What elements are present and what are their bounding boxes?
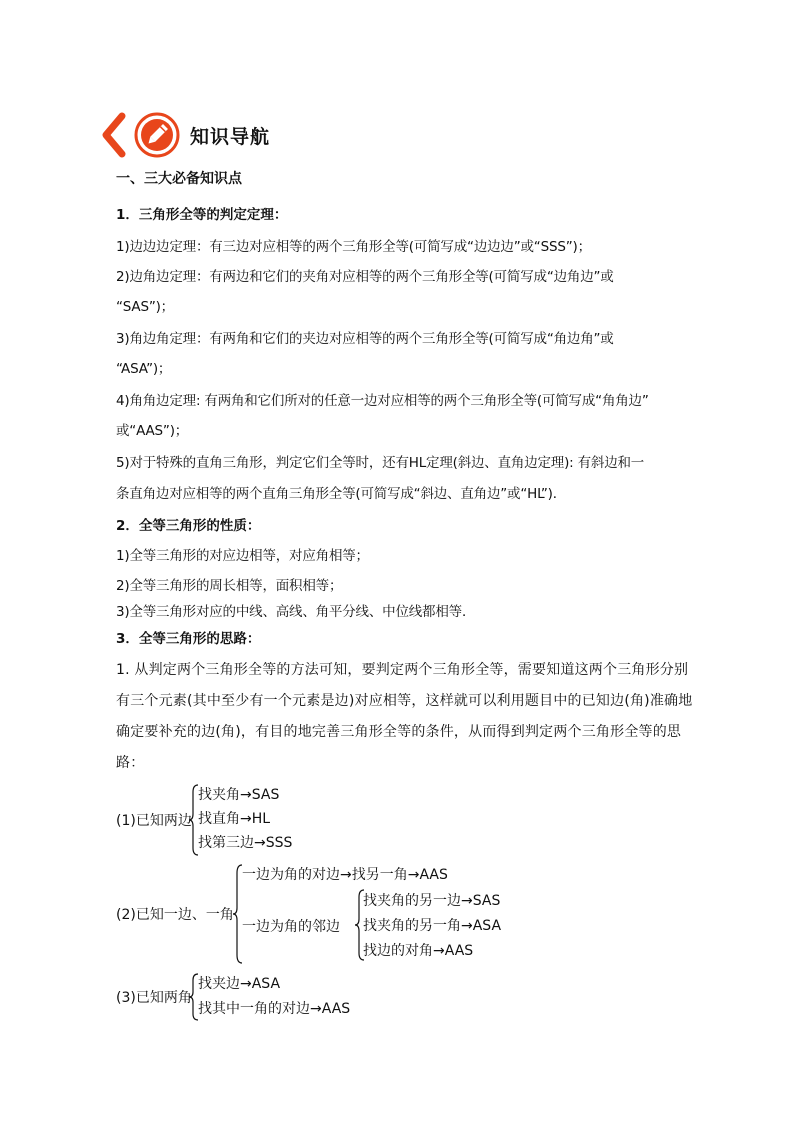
part3-line: 路： bbox=[116, 755, 145, 771]
part2-line: 1)全等三角形的对应边相等，对应角相等； bbox=[116, 548, 369, 564]
section-banner bbox=[100, 110, 270, 160]
part1-line: 3)角边角定理：有两角和它们的夹边对应相等的两个三角形全等(可简写成“角边角”或 bbox=[116, 331, 614, 347]
part3-heading: 3．全等三角形的思路： bbox=[116, 631, 261, 647]
case2-branch-adjacent: 一边为角的邻边 bbox=[242, 919, 340, 935]
section-heading: 一、三大必备知识点 bbox=[116, 171, 242, 187]
case2-branch-opposite: 一边为角的对边→找另一角→AAS bbox=[242, 867, 448, 883]
part1-heading: 1．三角形全等的判定定理： bbox=[116, 207, 288, 223]
case3-label: (3)已知两角 bbox=[116, 990, 192, 1006]
case2-sub-branch: 找夹角的另一角→ASA bbox=[363, 918, 502, 934]
part1-line: “SAS”)； bbox=[116, 299, 174, 315]
part1-line: “ASA”)； bbox=[116, 361, 172, 377]
part3-line: 确定要补充的边(角)，有目的地完善三角形全等的条件，从而得到判定两个三角形全等的思 bbox=[116, 724, 682, 740]
part1-line: 或“AAS”)； bbox=[116, 423, 189, 439]
case3-branch: 找其中一角的对边→AAS bbox=[198, 1001, 351, 1017]
case1-branch: 找直角→HL bbox=[198, 811, 271, 827]
part1-line: 2)边角边定理：有两边和它们的夹角对应相等的两个三角形全等(可简写成“边角边”或 bbox=[116, 269, 614, 285]
page-title: 知识导航 bbox=[190, 125, 271, 148]
part2-heading: 2．全等三角形的性质： bbox=[116, 518, 261, 534]
part2-line: 3)全等三角形对应的中线、高线、角平分线、中位线都相等． bbox=[116, 604, 476, 620]
case2-sub-branch: 找边的对角→AAS bbox=[363, 943, 474, 959]
case2-label: (2)已知一边、一角 bbox=[116, 907, 234, 923]
case1-branch: 找夹角→SAS bbox=[198, 787, 280, 803]
part3-line: 1. 从判定两个三角形全等的方法可知，要判定两个三角形全等，需要知道这两个三角形分别 bbox=[116, 662, 689, 678]
part3-line: 有三个元素(其中至少有一个元素是边)对应相等，这样就可以利用题目中的已知边(角)准确地 bbox=[116, 693, 693, 709]
part1-line: 4)角角边定理: 有两角和它们所对的任意一边对应相等的两个三角形全等(可简写成“角角边” bbox=[116, 393, 649, 409]
part1-line: 1)边边边定理：有三边对应相等的两个三角形全等(可简写成“边边边”或“SSS”)； bbox=[116, 239, 591, 255]
case2-sub-branch: 找夹角的另一边→SAS bbox=[363, 893, 501, 909]
case3-branch: 找夹边→ASA bbox=[198, 976, 281, 992]
pencil-icon bbox=[134, 112, 180, 158]
part2-line: 2)全等三角形的周长相等，面积相等； bbox=[116, 578, 343, 594]
part1-line: 5)对于特殊的直角三角形，判定它们全等时，还有HL定理(斜边、直角边定理): 有斜边和一 bbox=[116, 455, 645, 471]
case1-label: (1)已知两边 bbox=[116, 813, 192, 829]
chevron-left-icon bbox=[100, 112, 128, 158]
part1-line: 条直角边对应相等的两个直角三角形全等(可简写成“斜边、直角边”或“HL”)． bbox=[116, 486, 567, 502]
case1-branch: 找第三边→SSS bbox=[198, 835, 293, 851]
